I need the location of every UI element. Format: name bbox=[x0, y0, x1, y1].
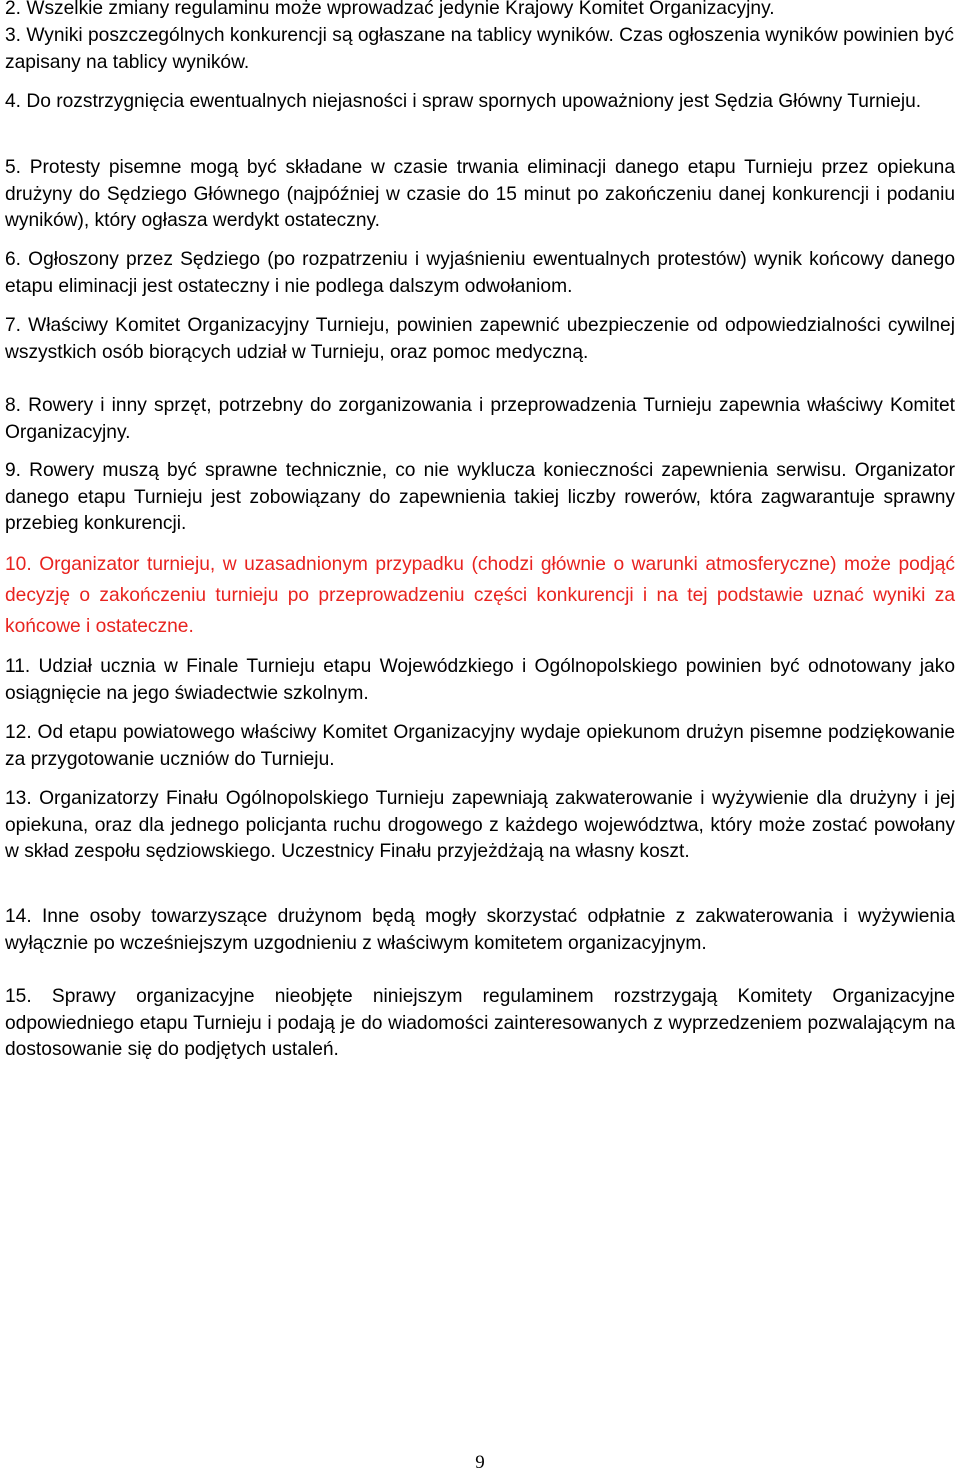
paragraph-3 bbox=[5, 23, 955, 76]
paragraph-4 bbox=[5, 89, 955, 116]
paragraph-13 bbox=[5, 786, 955, 866]
paragraph-12 bbox=[5, 720, 955, 773]
paragraph-text: 6. Ogłoszony przez Sędziego (po rozpatrzeniu i wyjaśnieniu ewentualnych protestów) wynik końcowy danego etapu eliminacji jest ostateczny i nie podlega dalszym odwołaniom. bbox=[5, 249, 955, 297]
paragraph-14 bbox=[5, 904, 955, 957]
paragraph-9 bbox=[5, 458, 955, 538]
paragraph-text: 4. Do rozstrzygnięcia ewentualnych niejasności i spraw spornych upoważniony jest Sędzia Główny Turnieju. bbox=[5, 91, 922, 112]
page-number: 9 bbox=[475, 1452, 485, 1473]
paragraph-8 bbox=[5, 393, 955, 446]
paragraph-text: 8. Rowery i inny sprzęt, potrzebny do zorganizowania i przeprowadzenia Turnieju zapewnia właściwy Komitet Organizacyjny. bbox=[5, 395, 955, 443]
paragraph-text: 2. Wszelkie zmiany regulaminu może wprowadzać jedynie Krajowy Komitet Organizacyjny. bbox=[5, 0, 775, 19]
paragraph-text: 5. Protesty pisemne mogą być składane w czasie trwania eliminacji danego etapu Turnieju przez opiekuna drużyny do Sędziego Głównego (najpóźniej w czasie do 15 minut po zakończeniu danej konkurencji i podaniu wyników), który ogłasza werdykt ostateczny. bbox=[5, 157, 955, 231]
paragraph-text: 11. Udział ucznia w Finale Turnieju etapu Wojewódzkiego i Ogólnopolskiego powinien być odnotowany jako osiągnięcie na jego świadectwie szkolnym. bbox=[5, 656, 955, 704]
paragraph-15 bbox=[5, 984, 955, 1064]
paragraph-text: 12. Od etapu powiatowego właściwy Komitet Organizacyjny wydaje opiekunom drużyn pisemne podziękowanie za przygotowanie uczniów do Turnieju. bbox=[5, 722, 955, 770]
paragraph-7 bbox=[5, 313, 955, 366]
paragraph-text: 13. Organizatorzy Finału Ogólnopolskiego Turnieju zapewniają zakwaterowanie i wyżywienie dla drużyny i jej opiekuna, oraz dla jednego policjanta ruchu drogowego z każdego województwa, który może zostać powołany w skład zespołu sędziowskiego. Uczestnicy Finału przyjeżdżają na własny koszt. bbox=[5, 788, 955, 862]
paragraph-text-highlighted: 10. Organizator turnieju, w uzasadnionym przypadku (chodzi głównie o warunki atmosferyczne) może podjąć decyzję o zakończeniu turnieju po przeprowadzeniu części konkurencji i na tej podstawie uznać wyniki za końcowe i ostateczne. bbox=[5, 554, 955, 637]
paragraph-2 bbox=[5, 0, 955, 23]
paragraph-11 bbox=[5, 654, 955, 707]
paragraph-text: 14. Inne osoby towarzyszące drużynom będą mogły skorzystać odpłatnie z zakwaterowania i wyżywienia wyłącznie po wcześniejszym uzgodnieniu z właściwym komitetem organizacyjnym. bbox=[5, 906, 955, 954]
paragraph-6 bbox=[5, 247, 955, 300]
paragraph-text: 15. Sprawy organizacyjne nieobjęte niniejszym regulaminem rozstrzygają Komitety Organizacyjne odpowiedniego etapu Turnieju i podają je do wiadomości zainteresowanych z wyprzedzeniem pozwalającym na dostosowanie się do podjętych ustaleń. bbox=[5, 986, 955, 1060]
paragraph-text: 7. Właściwy Komitet Organizacyjny Turnieju, powinien zapewnić ubezpieczenie od odpowiedzialności cywilnej wszystkich osób biorących udział w Turnieju, oraz pomoc medyczną. bbox=[5, 315, 955, 363]
paragraph-10 bbox=[5, 549, 955, 642]
paragraph-text: 3. Wyniki poszczególnych konkurencji są ogłaszane na tablicy wyników. Czas ogłoszenia wyników powinien być zapisany na tablicy wyników. bbox=[5, 25, 955, 73]
paragraph-text: 9. Rowery muszą być sprawne technicznie, co nie wyklucza konieczności zapewnienia serwisu. Organizator danego etapu Turnieju jest zobowiązany do zapewnienia takiej liczby rowerów, która zagwarantuje sprawny przebieg konkurencji. bbox=[5, 460, 955, 534]
paragraph-5 bbox=[5, 155, 955, 235]
